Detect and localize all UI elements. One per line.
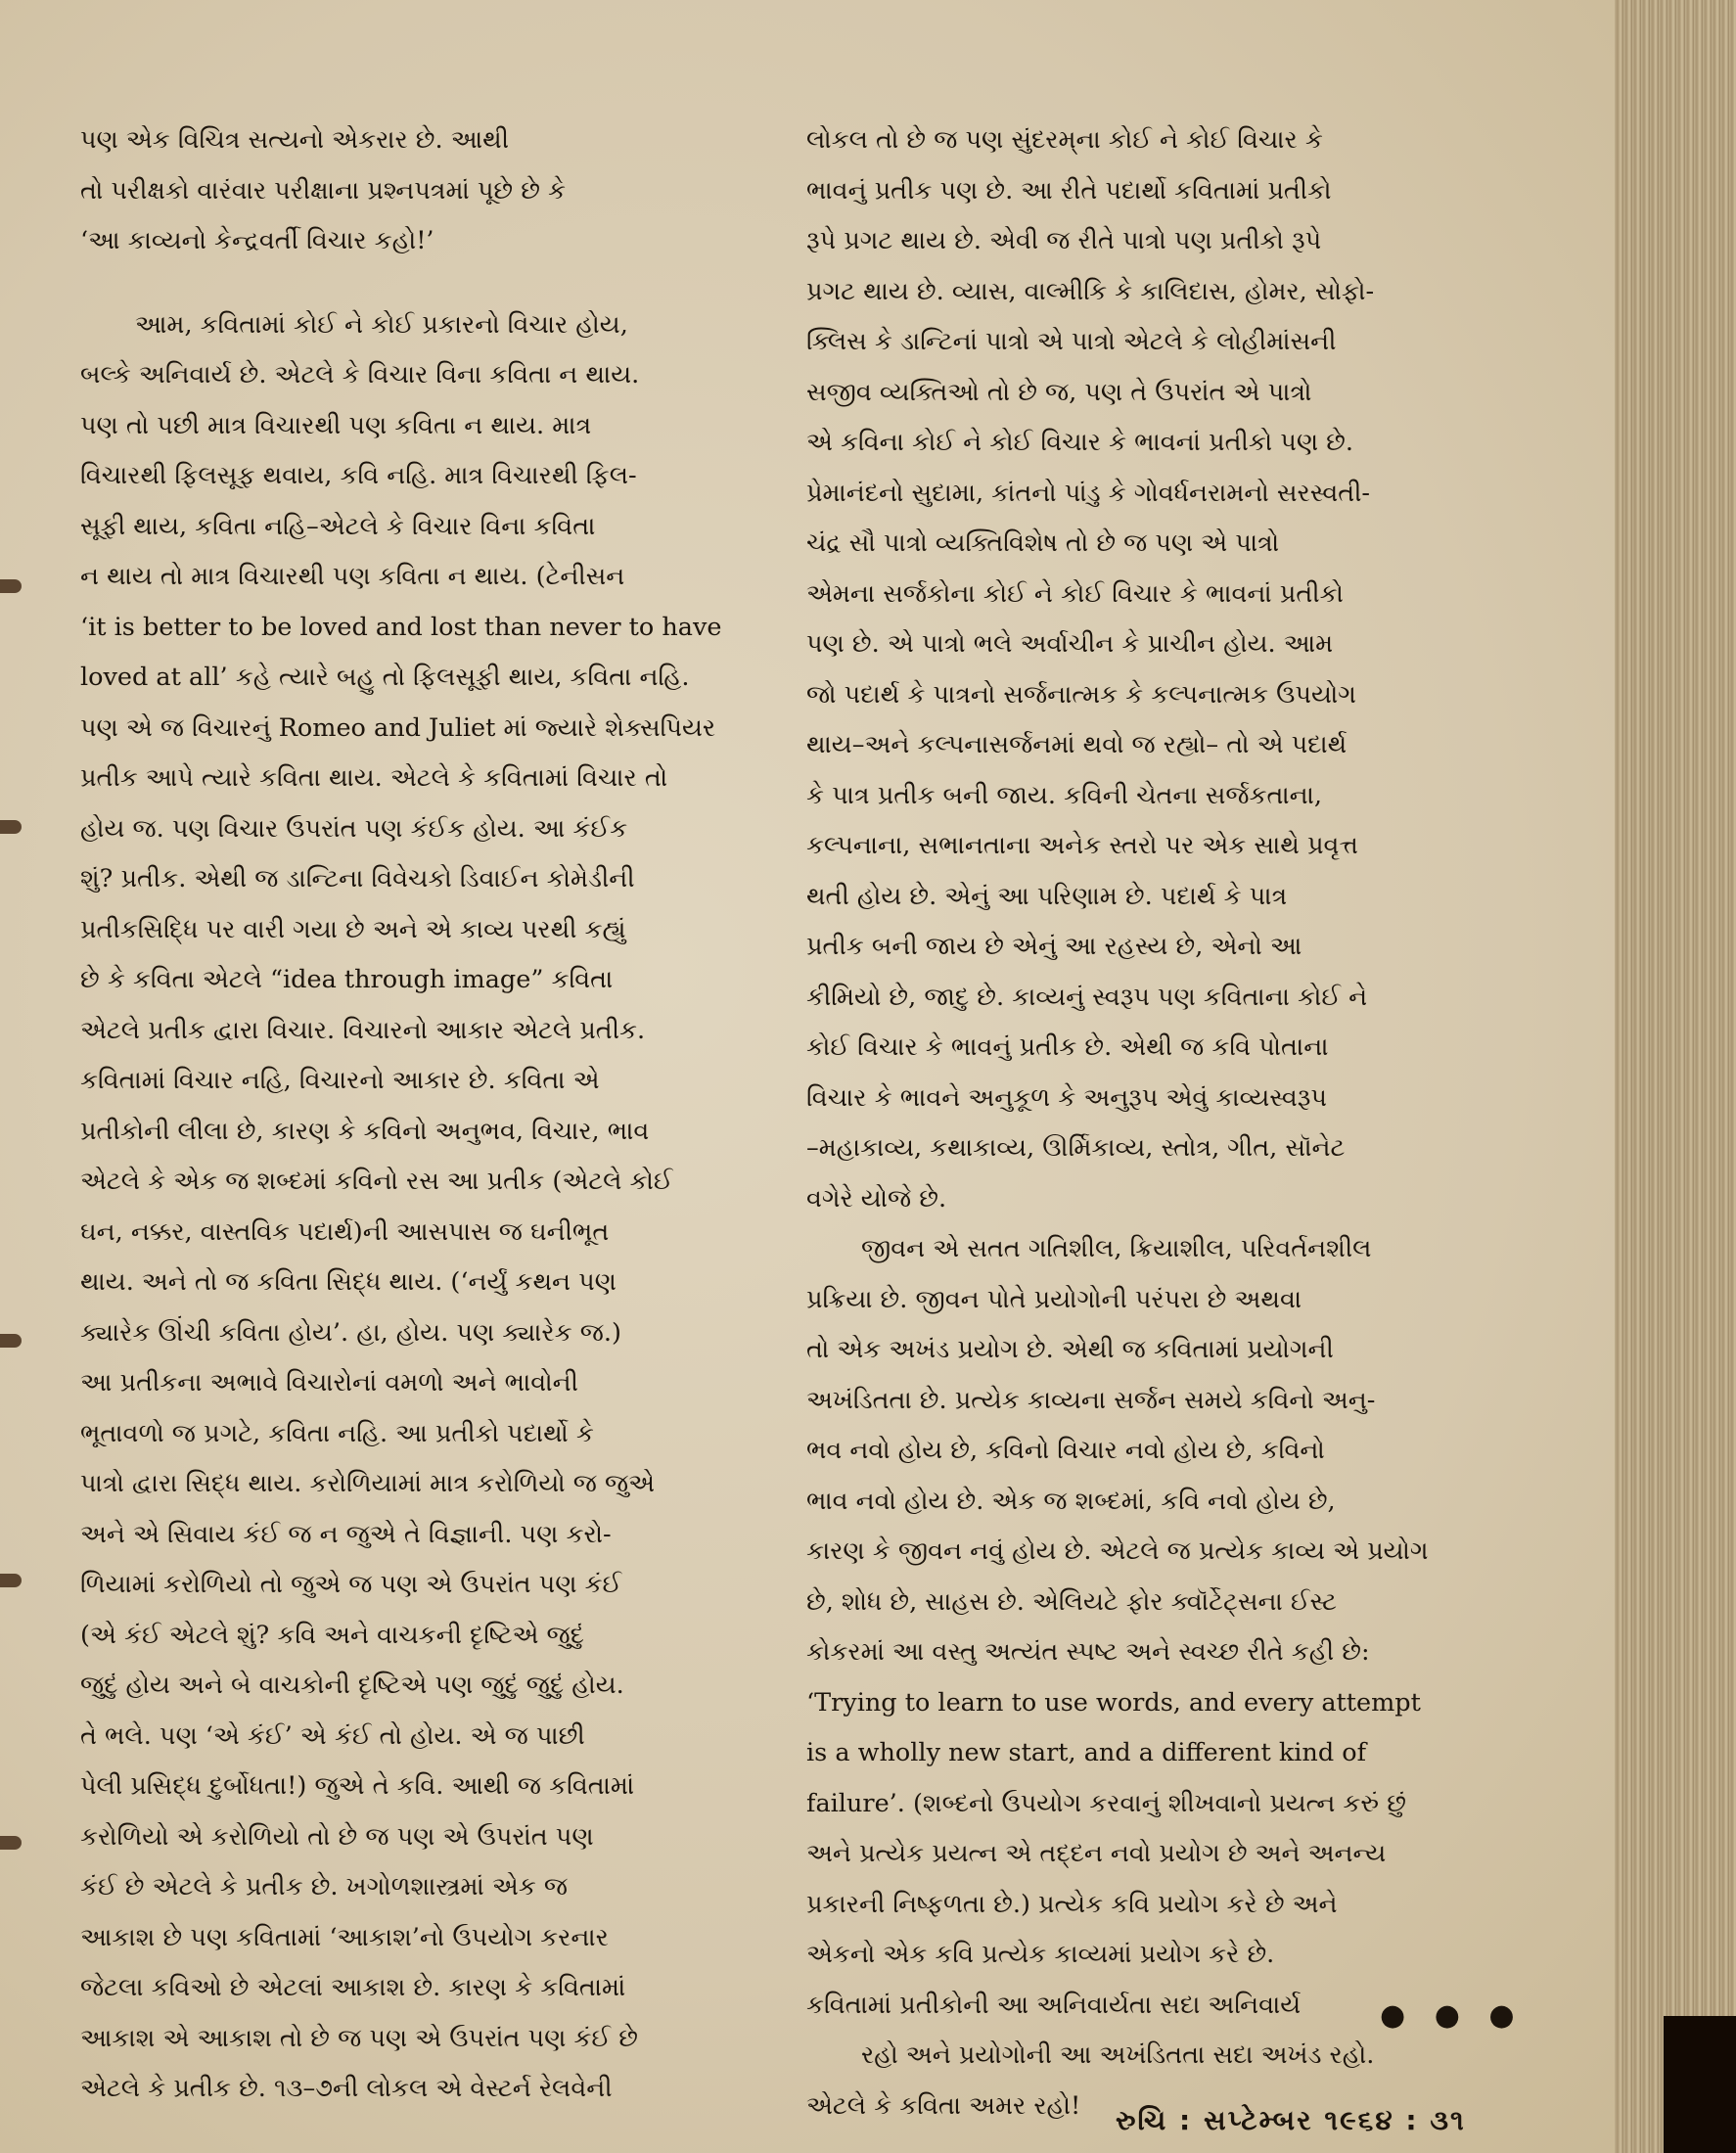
- text-line: જીવન એ સતત ગતિશીલ, ક્રિયાશીલ, પરિવર્તનશીલ: [861, 1234, 1372, 1263]
- text-line: સૂફી થાય, કવિતા નહિ–એટલે કે વિચાર વિના કવિતા: [80, 511, 596, 541]
- text-line: is a wholly new start, and a different kind of: [806, 1738, 1367, 1767]
- text-line: પણ તો પછી માત્ર વિચારથી પણ કવિતા ન થાય. માત્ર: [80, 410, 592, 440]
- text-line: પ્રગટ થાય છે. વ્યાસ, વાલ્મીકિ કે કાલિદાસ, હોમર, સોફો-: [806, 276, 1375, 306]
- text-line: એ કવિના કોઈ ને કોઈ વિચાર કે ભાવનાં પ્રતીકો પણ છે.: [806, 428, 1353, 457]
- text-line: પ્રતીકસિદ્ધિ પર વારી ગયા છે અને એ કાવ્ય પરથી કહ્યું: [80, 914, 626, 944]
- text-line: ળિયામાં કરોળિયો તો જુએ જ પણ એ ઉપરાંત પણ કંઈ: [80, 1570, 622, 1599]
- text-line: સજીવ વ્યક્તિઓ તો છે જ, પણ તે ઉપરાંત એ પાત્રો: [806, 377, 1312, 407]
- text-line: એટલે કે પ્રતીક છે. ૧૩–૭ની લોકલ એ વેસ્ટર્ન રેલવેની: [80, 2074, 613, 2103]
- text-line: કોકરમાં આ વસ્તુ અત્યંત સ્પષ્ટ અને સ્વચ્છ રીતે કહી છે:: [806, 1637, 1370, 1667]
- text-line: તો પરીક્ષકો વારંવાર પરીક્ષાના પ્રશ્નપત્રમાં પૂછે છે કે: [80, 175, 567, 206]
- text-line: પણ છે. એ પાત્રો ભલે અર્વાચીન કે પ્રાચીન હોય. આમ: [806, 629, 1334, 659]
- text-line: અખંડિતતા છે. પ્રત્યેક કાવ્યના સર્જન સમયે કવિનો અનુ-: [806, 1385, 1376, 1415]
- text-line: વગેરે યોજે છે.: [806, 1183, 947, 1214]
- text-line: કવિતામાં પ્રતીકોની આ અનિવાર્યતા સદા અનિવાર્ય: [806, 1990, 1302, 2020]
- text-line: ઘન, નક્કર, વાસ્તવિક પદાર્થ)ની આસપાસ જ ઘનીભૂત: [80, 1216, 610, 1247]
- text-line: જેટલા કવિઓ છે એટલાં આકાશ છે. કારણ કે કવિતામાં: [80, 1973, 626, 2002]
- text-line: કારણ કે જીવન નવું હોય છે. એટલે જ પ્રત્યેક કાવ્ય એ પ્રયોગ: [806, 1536, 1429, 1566]
- binding-hole: [0, 820, 22, 834]
- text-line: તો એક અખંડ પ્રયોગ છે. એથી જ કવિતામાં પ્રયોગની: [806, 1335, 1334, 1364]
- text-line: ક્યારેક ઊંચી કવિતા હોય’. હા, હોય. પણ ક્યારેક જ.): [80, 1317, 621, 1348]
- text-line: કે પાત્ર પ્રતીક બની જાય. કવિની ચેતના સર્જકતાના,: [806, 780, 1323, 810]
- page-stack-edge: [1615, 0, 1736, 2153]
- text-line: થતી હોય છે. એનું આ પરિણામ છે. પદાર્થ કે પાત્ર: [806, 881, 1288, 911]
- text-line: પેલી પ્રસિદ્ધ દુર્બોધતા!) જુએ તે કવિ. આથી જ કવિતામાં: [80, 1771, 635, 1801]
- text-line: જો પદાર્થ કે પાત્રનો સર્જનાત્મક કે કલ્પનાત્મક ઉપયોગ: [806, 679, 1356, 710]
- text-line: –મહાકાવ્ય, કથાકાવ્ય, ઊર્મિકાવ્ય, સ્તોત્ર, ગીત, સૉનેટ: [806, 1133, 1346, 1163]
- text-line: કવિતામાં વિચાર નહિ, વિચારનો આકાર છે. કવિતા એ: [80, 1066, 600, 1095]
- text-line: એમના સર્જકોના કોઈ ને કોઈ વિચાર કે ભાવનાં પ્રતીકો: [806, 578, 1344, 609]
- text-line: કીમિયો છે, જાદુ છે. કાવ્યનું સ્વરૂપ પણ કવિતાના કોઈ ને: [806, 982, 1368, 1012]
- text-line: આમ, કવિતામાં કોઈ ને કોઈ પ્રકારનો વિચાર હોય,: [135, 309, 628, 340]
- text-line: પ્રતીક આપે ત્યારે કવિતા થાય. એટલે કે કવિતામાં વિચાર તો: [80, 763, 668, 793]
- text-line: હોય જ. પણ વિચાર ઉપરાંત પણ કંઈક હોય. આ કંઈક: [80, 813, 628, 844]
- end-mark: ● ● ●: [1380, 1998, 1525, 2033]
- text-line: પણ એ જ વિચારનું Romeo and Juliet માં જ્યારે શેક્સપિયર: [80, 712, 716, 743]
- text-line: આકાશ છે પણ કવિતામાં ‘આકાશ’નો ઉપયોગ કરનાર: [80, 1922, 609, 1952]
- text-line: પ્રેમાનંદનો સુદામા, કાંતનો પાંડુ કે ગોવર્ધનરામનો સરસ્વતી-: [806, 478, 1371, 508]
- text-line: failure’. (શબ્દનો ઉપયોગ કરવાનું શીખવાનો પ્રયત્ન કરું છું: [806, 1788, 1406, 1818]
- text-line: કંઈ છે એટલે કે પ્રતીક છે. ખગોળશાસ્ત્રમાં એક જ: [80, 1872, 568, 1901]
- binding-hole: [0, 1334, 22, 1348]
- text-line: પ્રક્રિયા છે. જીવન પોતે પ્રયોગોની પરંપરા છે અથવા: [806, 1284, 1302, 1314]
- text-line: થાય–અને કલ્પનાસર્જનમાં થવો જ રહ્યો– તો એ પદાર્થ: [806, 730, 1348, 759]
- text-line: એટલે પ્રતીક દ્વારા વિચાર. વિચારનો આકાર એટલે પ્રતીક.: [80, 1015, 646, 1045]
- text-line: કોઈ વિચાર કે ભાવનું પ્રતીક છે. એથી જ કવિ પોતાના: [806, 1032, 1329, 1062]
- text-line: તે ભલે. પણ ‘એ કંઈ’ એ કંઈ તો હોય. એ જ પાછી: [80, 1720, 585, 1751]
- text-line: પણ એક વિચિત્ર સત્યનો એકરાર છે. આથી: [80, 125, 510, 155]
- right-text-column: [806, 115, 1472, 2131]
- background-corner: [1664, 2016, 1736, 2153]
- text-line: ન થાય તો માત્ર વિચારથી પણ કવિતા ન થાય. (ટેનીસન: [80, 562, 625, 591]
- text-line: (એ કંઈ એટલે શું? કવિ અને વાચકની દૃષ્ટિએ જુદું: [80, 1620, 584, 1650]
- text-line: જુદું હોય અને બે વાચકોની દૃષ્ટિએ પણ જુદું જુદું હોય.: [80, 1671, 624, 1700]
- text-line: [80, 267, 765, 300]
- text-line: વિચારથી ફિલસૂફ થવાય, કવિ નહિ. માત્ર વિચારથી ફિલ-: [80, 461, 637, 490]
- text-line: પ્રતીક બની જાય છે એનું આ રહસ્ય છે, એનો આ: [806, 932, 1302, 961]
- text-line: ભાવનું પ્રતીક પણ છે. આ રીતે પદાર્થો કવિતામાં પ્રતીકો: [806, 175, 1332, 206]
- text-line: ક્લિસ કે ડાન્ટિનાં પાત્રો એ પાત્રો એટલે કે લોહીમાંસની: [806, 327, 1337, 356]
- text-line: પ્રતીકોની લીલા છે, કારણ કે કવિનો અનુભવ, વિચાર, ભાવ: [80, 1116, 650, 1146]
- page-footer: રુચિ : સપ્ટેમ્બર ૧૯૬૪ : ૩૧: [1116, 2104, 1466, 2136]
- binding-hole: [0, 579, 22, 593]
- left-text-column: [80, 115, 765, 2115]
- text-line: રૂપે પ્રગટ થાય છે. એવી જ રીતે પાત્રો પણ પ્રતીકો રૂપે: [806, 226, 1322, 255]
- text-line: લોકલ તો છે જ પણ સુંદરમ્‌ના કોઈ ને કોઈ વિચાર કે: [806, 125, 1323, 155]
- text-line: કરોળિયો એ કરોળિયો તો છે જ પણ એ ઉપરાંત પણ: [80, 1821, 594, 1852]
- text-line: કલ્પનાના, સભાનતાના અનેક સ્તરો પર એક સાથે પ્રવૃત્ત: [806, 831, 1358, 860]
- text-line: છે કે કવિતા એટલે “idea through image” કવિતા: [80, 965, 614, 994]
- text-line: શું? પ્રતીક. એથી જ ડાન્ટિના વિવેચકો ડિવાઈન કોમેડીની: [80, 864, 635, 893]
- binding-hole: [0, 1836, 22, 1850]
- text-line: આકાશ એ આકાશ તો છે જ પણ એ ઉપરાંત પણ કંઈ છે: [80, 2023, 638, 2053]
- text-line: થાય. અને તો જ કવિતા સિદ્ધ થાય. (‘નર્યું કથન પણ: [80, 1267, 617, 1297]
- text-line: અને પ્રત્યેક પ્રયત્ન એ તદ્દન નવો પ્રયોગ છે અને અનન્ય: [806, 1839, 1387, 1868]
- text-line: અને એ સિવાય કંઈ જ ન જુએ તે વિજ્ઞાની. પણ કરો-: [80, 1519, 612, 1549]
- text-line: પ્રકારની નિષ્ફળતા છે.) પ્રત્યેક કવિ પ્રયોગ કરે છે અને: [806, 1889, 1338, 1919]
- text-line: ચંદ્ર સૌ પાત્રો વ્યક્તિવિશેષ તો છે જ પણ એ પાત્રો: [806, 528, 1280, 558]
- text-line: ‘Trying to learn to use words, and every attempt: [806, 1687, 1421, 1718]
- text-line: ભવ નવો હોય છે, કવિનો વિચાર નવો હોય છે, કવિનો: [806, 1436, 1325, 1465]
- text-line: loved at all’ કહે ત્યારે બહુ તો ફિલસૂફી થાય, કવિતા નહિ.: [80, 663, 690, 692]
- text-line: એટલે કે એક જ શબ્દમાં કવિનો રસ આ પ્રતીક (એટલે કોઈ: [80, 1167, 673, 1196]
- text-line: ભાવ નવો હોય છે. એક જ શબ્દમાં, કવિ નવો હોય છે,: [806, 1486, 1336, 1516]
- text-line: ભૂતાવળો જ પ્રગટે, કવિતા નહિ. આ પ્રતીકો પદાર્થો કે: [80, 1418, 594, 1448]
- text-line: આ પ્રતીકના અભાવે વિચારોનાં વમળો અને ભાવોની: [80, 1368, 578, 1397]
- binding-hole: [0, 1574, 22, 1587]
- text-line: બલ્કે અનિવાર્ય છે. એટલે કે વિચાર વિના કવિતા ન થાય.: [80, 360, 640, 389]
- text-line: વિચાર કે ભાવને અનુકૂળ કે અનુરૂપ એવું કાવ્યસ્વરૂપ: [806, 1082, 1327, 1113]
- text-line: ‘આ કાવ્યનો કેન્દ્રવર્તી વિચાર કહો!’: [80, 226, 434, 255]
- text-line: એકનો એક કવિ પ્રત્યેક કાવ્યમાં પ્રયોગ કરે છે.: [806, 1940, 1275, 1969]
- text-line: છે, શોધ છે, સાહસ છે. એલિયટે ફોર ક્વૉર્ટેટ્સના ઈસ્ટ: [806, 1586, 1338, 1617]
- text-line: રહો અને પ્રયોગોની આ અખંડિતતા સદા અખંડ રહો.: [861, 2040, 1375, 2070]
- text-line: ‘it is better to be loved and lost than never to have: [80, 612, 722, 642]
- text-line: એટલે કે કવિતા અમર રહો!: [806, 2090, 1081, 2121]
- text-line: પાત્રો દ્વારા સિદ્ધ થાય. કરોળિયામાં માત્ર કરોળિયો જ જુએ: [80, 1469, 656, 1498]
